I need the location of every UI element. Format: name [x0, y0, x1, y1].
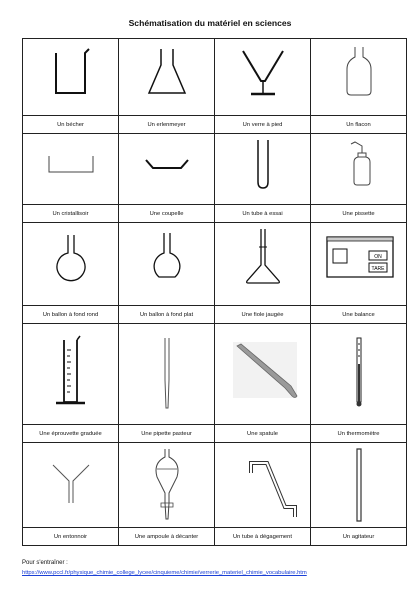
cell-graduated-cylinder [23, 324, 119, 425]
label-erlenmeyer: Un erlenmeyer [119, 116, 215, 134]
spatula-icon [215, 324, 311, 424]
label-beaker: Un bécher [23, 116, 119, 134]
cell-small-dish [119, 134, 215, 205]
cell-stirring-rod [311, 443, 407, 528]
thermometer-icon [311, 324, 407, 424]
cell-delivery-tube [215, 443, 311, 528]
pasteur-pipette-icon [119, 324, 215, 424]
small-dish-icon [119, 134, 215, 204]
cell-separatory-funnel [119, 443, 215, 528]
label-delivery-tube: Un tube à dégagement [215, 528, 311, 546]
label-separatory-funnel: Une ampoule à décanter [119, 528, 215, 546]
label-thermometer: Un thermomètre [311, 425, 407, 443]
scale-tare-button: TARE [371, 266, 385, 272]
separatory-funnel-icon [119, 443, 215, 527]
label-round-bottom-flask: Un ballon à fond rond [23, 306, 119, 324]
bottle-icon [311, 39, 407, 115]
cell-wash-bottle [311, 134, 407, 205]
delivery-tube-icon [215, 443, 311, 527]
label-bottle: Un flacon [311, 116, 407, 134]
funnel-icon [23, 443, 119, 527]
footer-intro: Pour s'entraîner : [22, 560, 68, 566]
cell-thermometer [311, 324, 407, 425]
cell-crystallizing-dish [23, 134, 119, 205]
cell-scale [311, 223, 407, 306]
erlenmeyer-flask-icon [119, 39, 215, 115]
test-tube-icon [215, 134, 311, 204]
stemmed-glass-icon [215, 39, 311, 115]
cell-test-tube [215, 134, 311, 205]
cell-beaker [23, 39, 119, 116]
stirring-rod-icon [311, 443, 407, 527]
label-stemmed-glass: Un verre à pied [215, 116, 311, 134]
page-title: Schématisation du matériel en sciences [128, 18, 292, 28]
round-bottom-flask-icon [23, 223, 119, 305]
label-spatula: Une spatule [215, 425, 311, 443]
cell-volumetric-flask [215, 223, 311, 306]
practice-link[interactable]: https://www.pccl.fr/physique_chimie_college_lycee/cinquieme/chimie/verrerie_materiel_chimie_vocabulaire.htm [22, 570, 307, 576]
cell-bottle [311, 39, 407, 116]
cell-flat-bottom-flask [119, 223, 215, 306]
label-crystallizing-dish: Un cristallisoir [23, 205, 119, 223]
volumetric-flask-icon [215, 223, 311, 305]
label-pasteur-pipette: Une pipette pasteur [119, 425, 215, 443]
wash-bottle-icon [311, 134, 407, 204]
label-flat-bottom-flask: Un ballon à fond plat [119, 306, 215, 324]
label-scale: Une balance [311, 306, 407, 324]
scale-icon [311, 223, 407, 305]
equipment-table [22, 38, 407, 546]
label-graduated-cylinder: Une éprouvette graduée [23, 425, 119, 443]
label-volumetric-flask: Une fiole jaugée [215, 306, 311, 324]
label-wash-bottle: Une pissette [311, 205, 407, 223]
cell-round-bottom-flask [23, 223, 119, 306]
label-funnel: Un entonnoir [23, 528, 119, 546]
label-small-dish: Une coupelle [119, 205, 215, 223]
footer [22, 560, 307, 576]
flat-bottom-flask-icon [119, 223, 215, 305]
label-stirring-rod: Un agitateur [311, 528, 407, 546]
cell-erlenmeyer [119, 39, 215, 116]
cell-stemmed-glass [215, 39, 311, 116]
label-test-tube: Un tube à essai [215, 205, 311, 223]
scale-on-button: ON [374, 254, 382, 260]
cell-spatula [215, 324, 311, 425]
cell-funnel [23, 443, 119, 528]
beaker-icon [23, 39, 119, 115]
crystallizing-dish-icon [23, 134, 119, 204]
cell-pasteur-pipette [119, 324, 215, 425]
graduated-cylinder-icon [23, 324, 119, 424]
